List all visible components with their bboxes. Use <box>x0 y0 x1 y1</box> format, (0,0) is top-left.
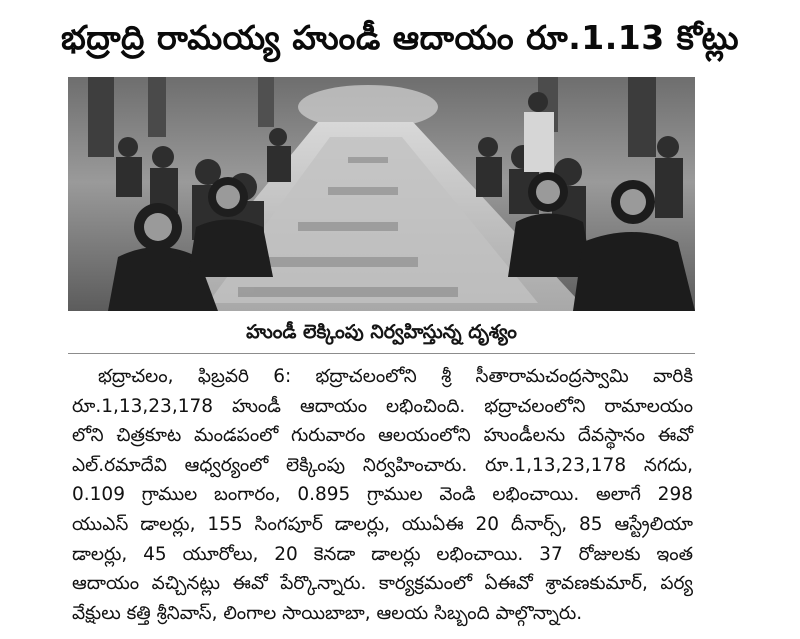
headline: భద్రాద్రి రామయ్య హుండీ ఆదాయం రూ.1.13 కోట్లు <box>60 18 740 57</box>
article-line: రూ.1,13,23,178 హుండీ ఆదాయం లభించింది. భద్రాచలంలోని రామాలయం <box>72 395 693 417</box>
news-photo <box>68 77 695 311</box>
article-line: ఆదాయం వచ్చినట్లు ఈవో పేర్కొన్నారు. కార్యక్రమంలో ఏఈవో శ్రావణకుమార్, పర్య <box>72 573 693 595</box>
article-line: భద్రాచలం, ఫిబ్రవరి 6: భద్రాచలంలోని శ్రీ సీతారామచంద్రస్వామి వారికి <box>98 366 693 387</box>
article-line: 0.109 గ్రాముల బంగారం, 0.895 గ్రాముల వెండి లభించాయి. అలాగే 298 <box>72 484 693 506</box>
article-line: లోని చిత్రకూట మండపంలో గురువారం ఆలయంలోని హుండీలను దేవస్థానం ఈవో <box>72 425 693 447</box>
photo-caption: హుండీ లెక్కింపు నిర్వహిస్తున్న దృశ్యం <box>246 321 517 343</box>
article-line: డాలర్లు, 45 యూరోలు, 20 కెనడా డాలర్లు లభించాయి. 37 రోజులకు ఇంత <box>72 543 693 565</box>
caption-divider <box>68 353 695 354</box>
photo-hundi-counting-scene <box>68 77 695 311</box>
article-line: ఎల్.రమాదేవి ఆధ్వర్యంలో లెక్కింపు నిర్వహించారు. రూ.1,13,23,178 నగదు, <box>72 454 693 476</box>
article-line: యుఎస్ డాలర్లు, 155 సింగపూర్ డాలర్లు, యుఏఈ 20 దీనార్స్, 85 ఆస్ట్రేలియా <box>72 513 693 535</box>
article-line: వేక్షులు కత్తి శ్రీనివాస్, లింగాల సాయిబాబా, ఆలయ సిబ్బంది పాల్గొన్నారు. <box>72 602 583 624</box>
article-body <box>72 362 693 628</box>
